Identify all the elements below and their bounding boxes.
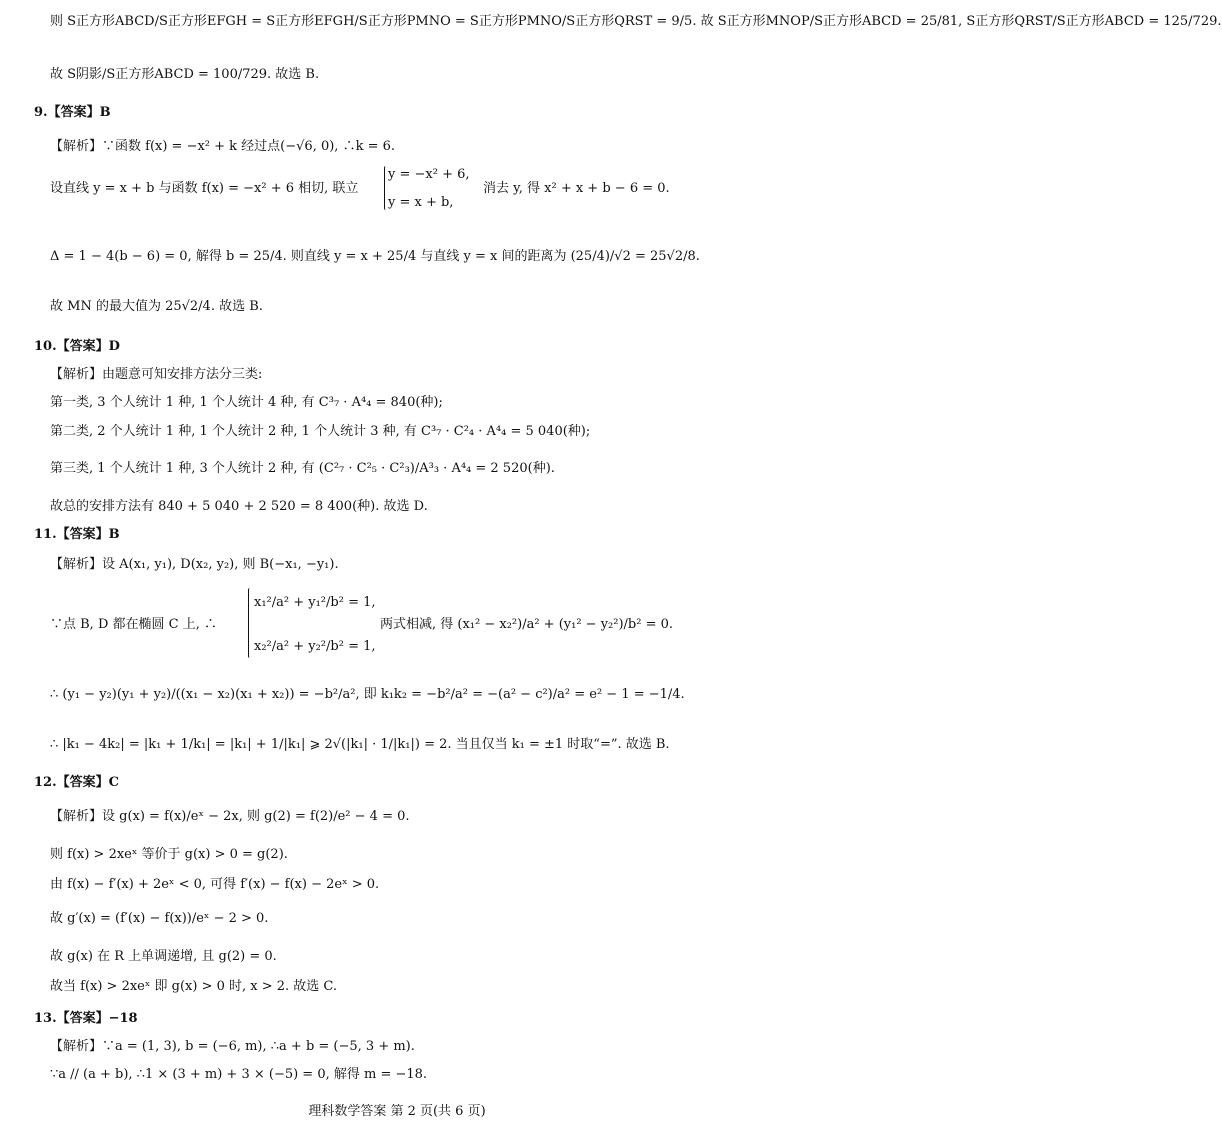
line-10a: 【解析】由题意可知安排方法分三类: xyxy=(50,367,263,382)
line-11a: 【解析】设 A(x₁, y₁), D(x₂, y₂), 则 B(−x₁, −y₁). xyxy=(50,557,339,572)
line-9b: 设直线 y = x + b 与函数 f(x) = −x² + 6 相切, 联立 xyxy=(50,181,359,196)
line-11d: ∴ |k₁ − 4k₂| = |k₁ + 1/k₁| = |k₁| + 1/|k₁| ⩾ 2√(|k₁| · 1/|k₁|) = 2. 当且仅当 k₁ = ±1 时取“=”. 故选 B. xyxy=(50,737,670,752)
line-10d: 第三类, 1 个人统计 1 种, 3 个人统计 2 种, 有 (C²₇ · C²₅ · C²₃)/A³₃ · A⁴₄ = 2 520(种). xyxy=(50,461,555,476)
line-12a: 【解析】设 g(x) = f(x)/eˣ − 2x, 则 g(2) = f(2)/e² − 4 = 0. xyxy=(50,809,410,824)
system-9-eq2: y = x + b, xyxy=(388,195,454,210)
line-11b-tail: 两式相减, 得 (x₁² − x₂²)/a² + (y₁² − y₂²)/b² = 0. xyxy=(380,617,674,632)
line-ratio-2: 故 S阴影/S正方形ABCD = 100/729. 故选 B. xyxy=(50,67,320,82)
line-9b-tail: 消去 y, 得 x² + x + b − 6 = 0. xyxy=(483,181,670,196)
line-12e: 故 g(x) 在 R 上单调递增, 且 g(2) = 0. xyxy=(50,949,277,964)
line-12f: 故当 f(x) > 2xeˣ 即 g(x) > 0 时, x > 2. 故选 C. xyxy=(50,979,338,994)
line-10e: 故总的安排方法有 840 + 5 040 + 2 520 = 8 400(种). 故选 D. xyxy=(50,499,428,514)
answer-10: 10.【答案】D xyxy=(34,339,120,354)
page-footer: 理科数学答案 第 2 页(共 6 页) xyxy=(308,1104,486,1119)
system-11-eq1: x₁²/a² + y₁²/b² = 1, xyxy=(254,595,376,610)
line-13a: 【解析】∵a = (1, 3), b = (−6, m), ∴a + b = (−5, 3 + m). xyxy=(50,1039,415,1054)
line-9a: 【解析】∵函数 f(x) = −x² + k 经过点(−√6, 0), ∴k = 6. xyxy=(50,139,396,154)
answer-13: 13.【答案】−18 xyxy=(34,1011,138,1026)
line-10c: 第二类, 2 个人统计 1 种, 1 个人统计 2 种, 1 个人统计 3 种, 有 C³₇ · C²₄ · A⁴₄ = 5 040(种); xyxy=(50,424,591,439)
answer-11: 11.【答案】B xyxy=(34,527,120,542)
system-9-brace xyxy=(384,166,386,210)
line-12b: 则 f(x) > 2xeˣ 等价于 g(x) > 0 = g(2). xyxy=(50,847,288,862)
answer-12: 12.【答案】C xyxy=(34,775,119,790)
system-9-eq1: y = −x² + 6, xyxy=(388,167,470,182)
system-11-eq2: x₂²/a² + y₂²/b² = 1, xyxy=(254,639,376,654)
line-9d: 故 MN 的最大值为 25√2/4. 故选 B. xyxy=(50,299,263,314)
line-12d: 故 g′(x) = (f′(x) − f(x))/eˣ − 2 > 0. xyxy=(50,911,269,926)
line-9c: Δ = 1 − 4(b − 6) = 0, 解得 b = 25/4. 则直线 y = x + 25/4 与直线 y = x 间的距离为 (25/4)/√2 = 25√2/8. xyxy=(50,249,700,264)
line-10b: 第一类, 3 个人统计 1 种, 1 个人统计 4 种, 有 C³₇ · A⁴₄ = 840(种); xyxy=(50,395,443,410)
line-11b: ∵点 B, D 都在椭圆 C 上, ∴ xyxy=(50,617,217,632)
answer-9: 9.【答案】B xyxy=(34,105,111,120)
line-12c: 由 f(x) − f′(x) + 2eˣ < 0, 可得 f′(x) − f(x) − 2eˣ > 0. xyxy=(50,877,380,892)
line-11c: ∴ (y₁ − y₂)(y₁ + y₂)/((x₁ − x₂)(x₁ + x₂)) = −b²/a², 即 k₁k₂ = −b²/a² = −(a² − c²)/a² = e² − 1 = −1/4. xyxy=(50,687,685,702)
system-11-brace xyxy=(248,588,250,658)
line-13b: ∵a // (a + b), ∴1 × (3 + m) + 3 × (−5) = 0, 解得 m = −18. xyxy=(50,1067,428,1082)
line-ratio-1: 则 S正方形ABCD/S正方形EFGH = S正方形EFGH/S正方形PMNO = S正方形PMNO/S正方形QRST = 9/5. 故 S正方形MNOP/S正方形ABCD = 25/81, S正方形QRST/S正方形ABCD = 125/729. xyxy=(50,14,1222,29)
